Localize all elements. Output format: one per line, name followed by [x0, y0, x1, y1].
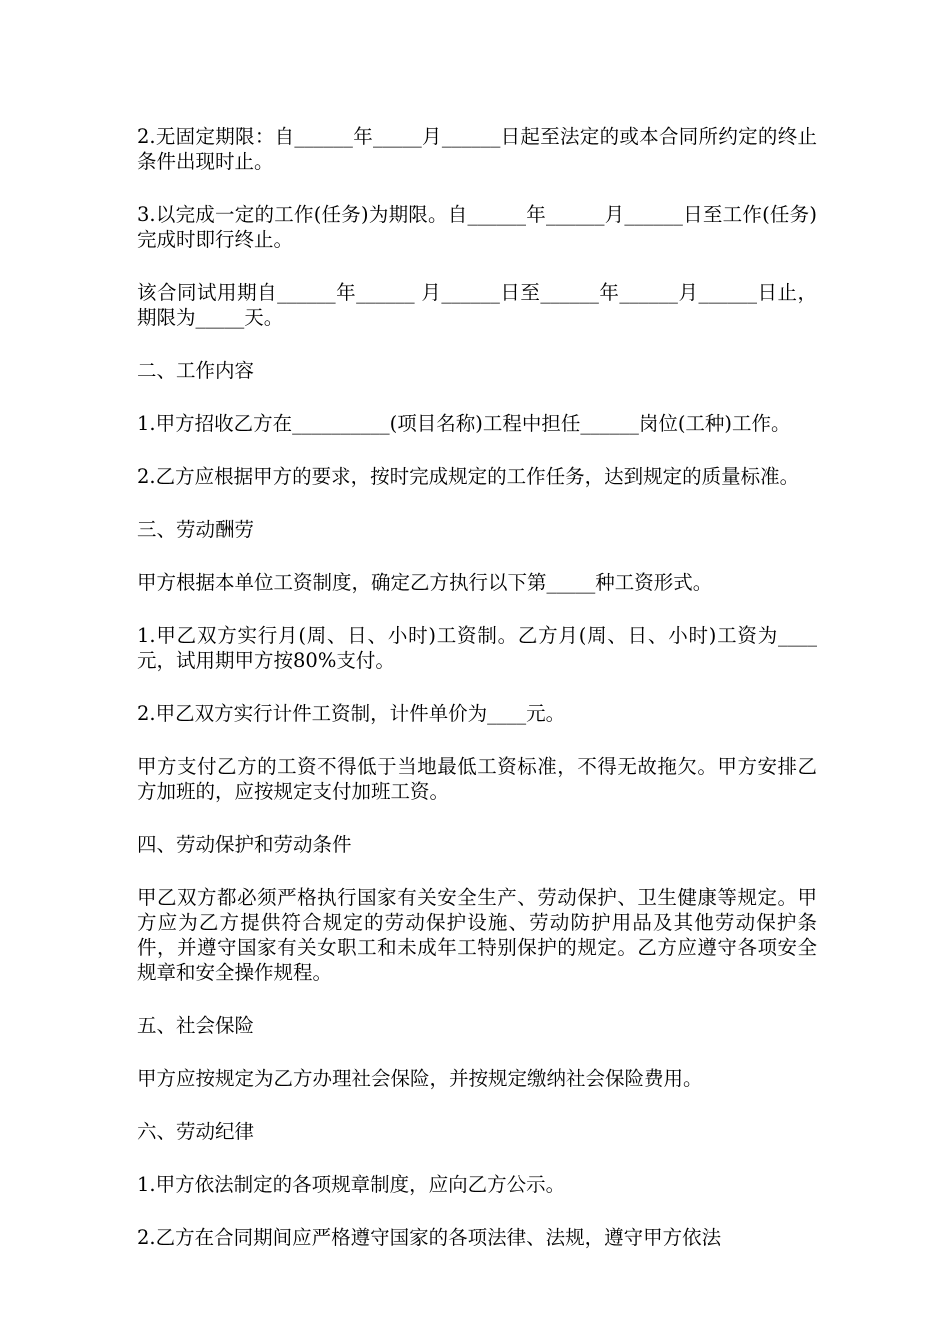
paragraph-time-wage: 1.甲乙双方实行月(周、日、小时)工资制。乙方月(周、日、小时)工资为____元，试用期甲方按80%支付。 — [137, 624, 817, 672]
paragraph-social-insurance: 甲方应按规定为乙方办理社会保险，并按规定缴纳社会保险费用。 — [137, 1067, 703, 1090]
paragraph-wage-form: 甲方根据本单位工资制度，确定乙方执行以下第_____种工资形式。 — [137, 571, 713, 594]
paragraph-wage-payment: 甲方支付乙方的工资不得低于当地最低工资标准，不得无故拖欠。甲方安排乙方加班的，应按规定支付加班工资。 — [137, 755, 817, 803]
paragraph-task-term: 3.以完成一定的工作(任务)为期限。自______年______月______日至工作(任务)完成时即行终止。 — [137, 203, 817, 251]
paragraph-work-task: 2.乙方应根据甲方的要求，按时完成规定的工作任务，达到规定的质量标准。 — [137, 465, 800, 488]
section-heading-labor-discipline: 六、劳动纪律 — [137, 1120, 255, 1143]
paragraph-piece-wage: 2.甲乙双方实行计件工资制，计件单价为____元。 — [137, 702, 566, 725]
paragraph-indefinite-term: 2.无固定期限：自______年_____月______日起至法定的或本合同所约定的终止条件出现时止。 — [137, 125, 817, 173]
paragraph-work-position: 1.甲方招收乙方在__________(项目名称)工程中担任______岗位(工种)工作。 — [137, 412, 791, 435]
paragraph-obey-laws: 2.乙方在合同期间应严格遵守国家的各项法律、法规，遵守甲方依法 — [137, 1226, 722, 1249]
paragraph-probation: 该合同试用期自______年______ 月______日至______年______月______日止，期限为_____天。 — [137, 281, 817, 329]
section-heading-social-insurance: 五、社会保险 — [137, 1014, 255, 1037]
section-heading-remuneration: 三、劳动酬劳 — [137, 518, 255, 541]
paragraph-rules-publication: 1.甲方依法制定的各项规章制度，应向乙方公示。 — [137, 1173, 566, 1196]
paragraph-labor-protection: 甲乙双方都必须严格执行国家有关安全生产、劳动保护、卫生健康等规定。甲方应为乙方提供符合规定的劳动保护设施、劳动防护用品及其他劳动保护条件，并遵守国家有关女职工和未成年工特别保护的规定。乙方应遵守各项安全规章和安全操作规程。 — [137, 886, 817, 984]
document-page — [137, 124, 817, 1278]
section-heading-work-content: 二、工作内容 — [137, 359, 255, 382]
section-heading-labor-protection: 四、劳动保护和劳动条件 — [137, 833, 352, 856]
